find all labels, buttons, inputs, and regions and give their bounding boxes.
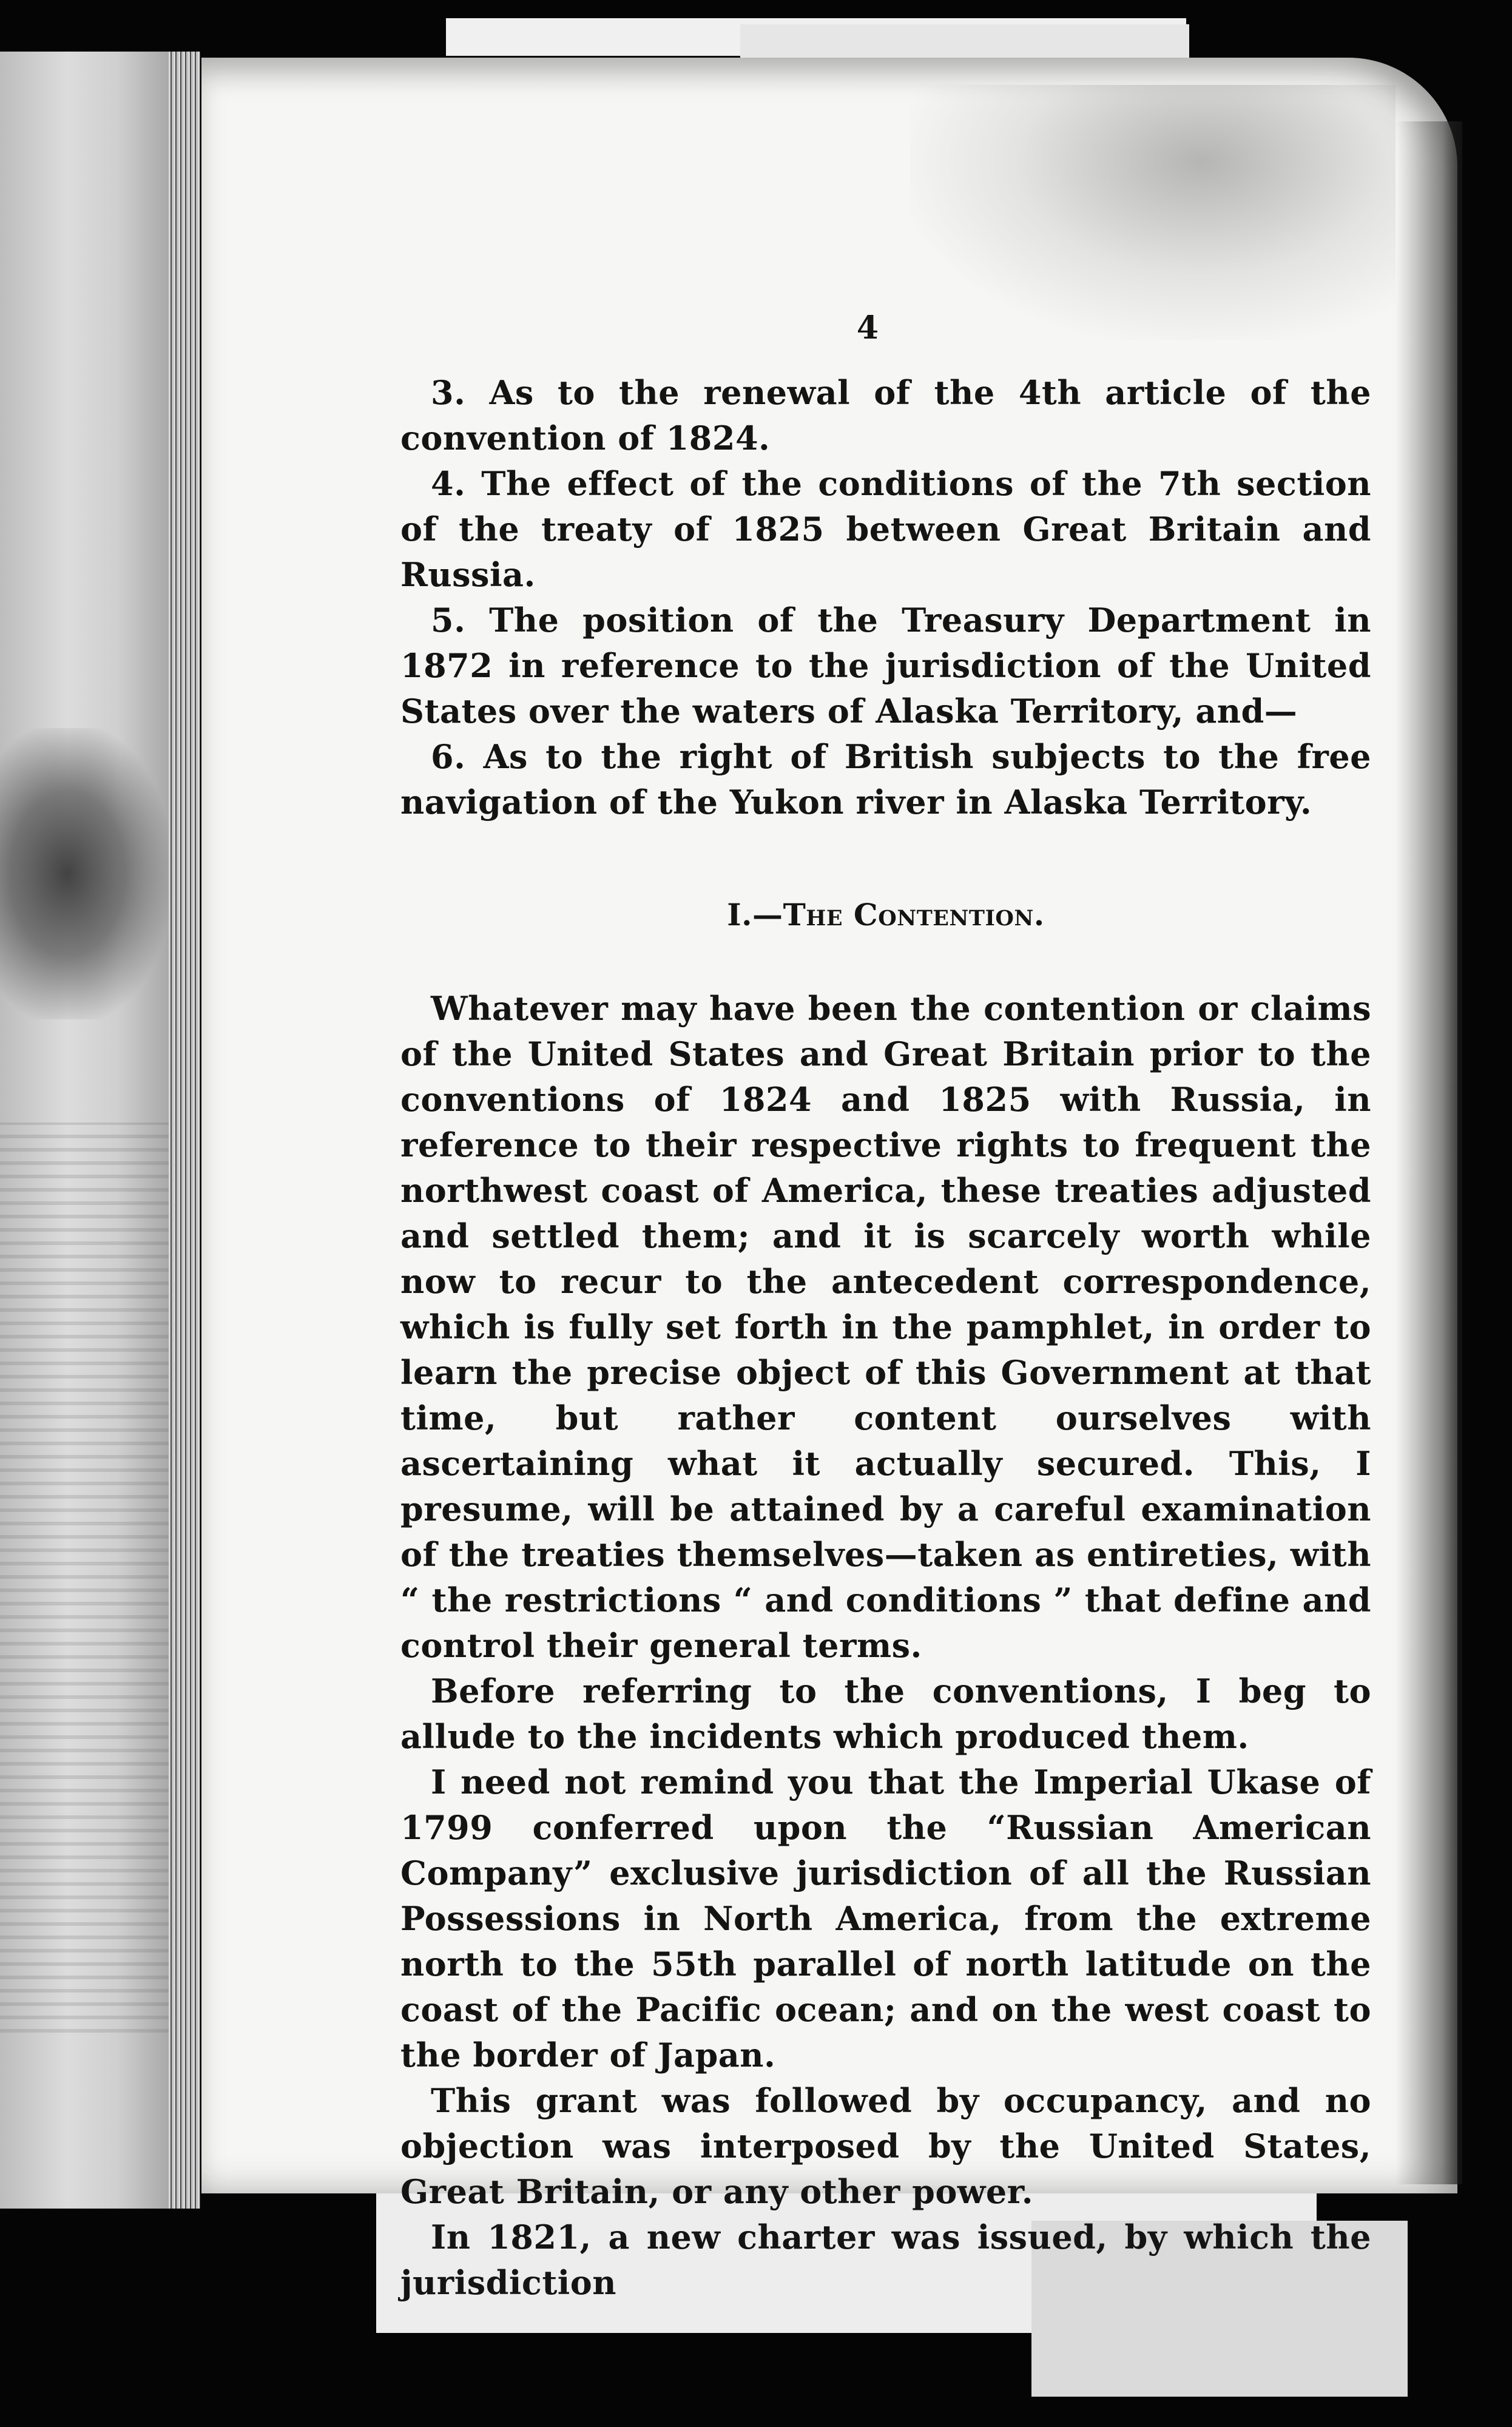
page-edge-stack <box>169 52 200 2209</box>
page-speckle <box>910 85 1396 340</box>
section-number: I.— <box>727 897 783 933</box>
numbered-item: 6. As to the right of British subjects to the free navigation of the Yukon river in Alaska Territory. <box>400 737 1371 822</box>
body-paragraph: Whatever may have been the contention or claims of the United States and Great Britain prior to the conventions of 1824 and 1825 with Russia, in reference to their respective rights to frequent the northwest coast of America, these treaties adjusted and settled them; and it is scarcely worth while now to recur to the antecedent correspondence, which is fully set forth in the pamphlet, in order to learn the precise object of this Government at that time, but rather content ourselves with ascertaining what it actually secured. This, I presume, will be attained by a careful examination of the treaties themselves—taken as entireties, with “ the restrictions “ and conditions ” that define and control their general terms. <box>400 989 1371 1665</box>
page-number: 4 <box>856 309 879 346</box>
body-paragraph: This grant was followed by occupancy, and no objection was interposed by the United States, Great Britain, or any other power. <box>400 2081 1371 2211</box>
body-paragraph: Before referring to the conventions, I beg to allude to the incidents which produced them. <box>400 1672 1371 1756</box>
facing-page-smudge <box>0 728 169 1019</box>
body-paragraph: I need not remind you that the Imperial Ukase of 1799 conferred upon the “Russian American Company” exclusive jurisdiction of all the Russian Possessions in North America, from the extreme north to the 55th parallel of north latitude on the coast of the Pacific ocean; and on the west coast to the border of Japan. <box>400 1763 1371 2074</box>
numbered-item: 5. The position of the Treasury Department in 1872 in reference to the jurisdiction of the United States over the waters of Alaska Territory, and— <box>400 601 1371 731</box>
numbered-item: 4. The effect of the conditions of the 7th section of the treaty of 1825 between Great Britain and Russia. <box>400 464 1371 594</box>
page-right-shadow <box>1396 121 1462 2184</box>
section-title: The Contention. <box>783 897 1045 933</box>
body-paragraph: In 1821, a new charter was issued, by which the jurisdiction <box>400 2218 1371 2302</box>
facing-page-bleed <box>0 1122 169 2033</box>
page-body <box>400 370 1371 2306</box>
section-heading <box>400 892 1371 937</box>
top-film-strip-right <box>740 24 1189 58</box>
numbered-item: 3. As to the renewal of the 4th article of the convention of 1824. <box>400 373 1371 457</box>
